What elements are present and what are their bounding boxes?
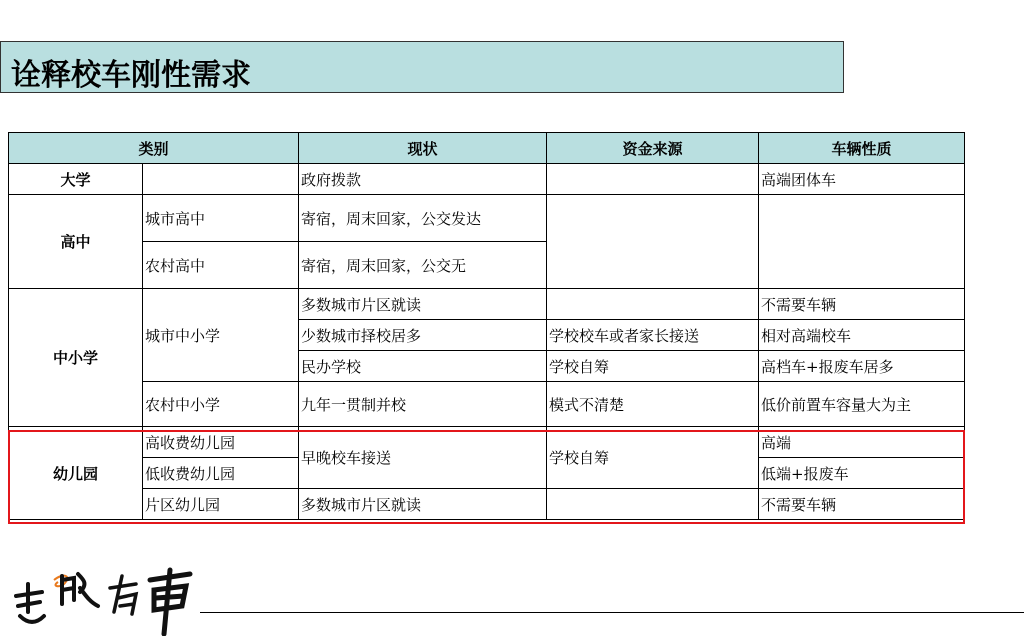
sub-cell: 高收费幼儿园 <box>143 427 299 458</box>
funding-cell <box>547 195 759 289</box>
header-status: 现状 <box>299 133 547 164</box>
status-cell: 寄宿，周末回家，公交无 <box>299 242 547 289</box>
header-funding: 资金来源 <box>547 133 759 164</box>
status-cell: 早晚校车接送 <box>299 427 547 489</box>
school-bus-demand-table <box>8 132 965 520</box>
table-row <box>9 289 965 320</box>
sub-cell: 城市高中 <box>143 195 299 242</box>
funding-cell: 学校自筹 <box>547 351 759 382</box>
sub-cell: 农村中小学 <box>143 382 299 427</box>
vehicle-cell: 低价前置车容量大为主 <box>759 382 965 427</box>
vehicle-cell: 相对高端校车 <box>759 320 965 351</box>
status-cell: 多数城市片区就读 <box>299 489 547 520</box>
slide-title: 诠释校车刚性需求 <box>11 58 251 93</box>
status-cell: 多数城市片区就读 <box>299 289 547 320</box>
funding-cell <box>547 289 759 320</box>
status-cell: 政府拨款 <box>299 164 547 195</box>
brand-logo <box>14 566 204 636</box>
category-cell: 中小学 <box>9 289 143 427</box>
category-cell: 大学 <box>9 164 143 195</box>
vehicle-cell: 高档车+报废车居多 <box>759 351 965 382</box>
sub-cell: 片区幼儿园 <box>143 489 299 520</box>
vehicle-cell: 高端团体车 <box>759 164 965 195</box>
funding-cell <box>547 489 759 520</box>
sub-cell: 低收费幼儿园 <box>143 458 299 489</box>
vehicle-cell: 不需要车辆 <box>759 489 965 520</box>
category-cell: 高中 <box>9 195 143 289</box>
status-cell: 寄宿，周末回家，公交发达 <box>299 195 547 242</box>
status-cell: 民办学校 <box>299 351 547 382</box>
sub-cell: 农村高中 <box>143 242 299 289</box>
table-header-row <box>9 133 965 164</box>
funding-cell: 模式不清楚 <box>547 382 759 427</box>
table-row <box>9 382 965 427</box>
vehicle-cell <box>759 195 965 289</box>
table-row <box>9 195 965 242</box>
table-row <box>9 164 965 195</box>
vehicle-cell: 低端+报废车 <box>759 458 965 489</box>
funding-cell: 学校自筹 <box>547 427 759 489</box>
sub-cell: 城市中小学 <box>143 289 299 382</box>
funding-cell: 学校校车或者家长接送 <box>547 320 759 351</box>
table-row <box>9 427 965 458</box>
title-banner <box>0 41 844 93</box>
table-row <box>9 489 965 520</box>
status-cell: 少数城市择校居多 <box>299 320 547 351</box>
logo-calligraphy <box>14 566 204 636</box>
header-category: 类别 <box>9 133 299 164</box>
vehicle-cell: 高端 <box>759 427 965 458</box>
status-cell: 九年一贯制并校 <box>299 382 547 427</box>
header-vehicle: 车辆性质 <box>759 133 965 164</box>
funding-cell <box>547 164 759 195</box>
vehicle-cell: 不需要车辆 <box>759 289 965 320</box>
category-cell: 幼儿园 <box>9 427 143 520</box>
footer-divider <box>200 612 1024 613</box>
sub-cell <box>143 164 299 195</box>
